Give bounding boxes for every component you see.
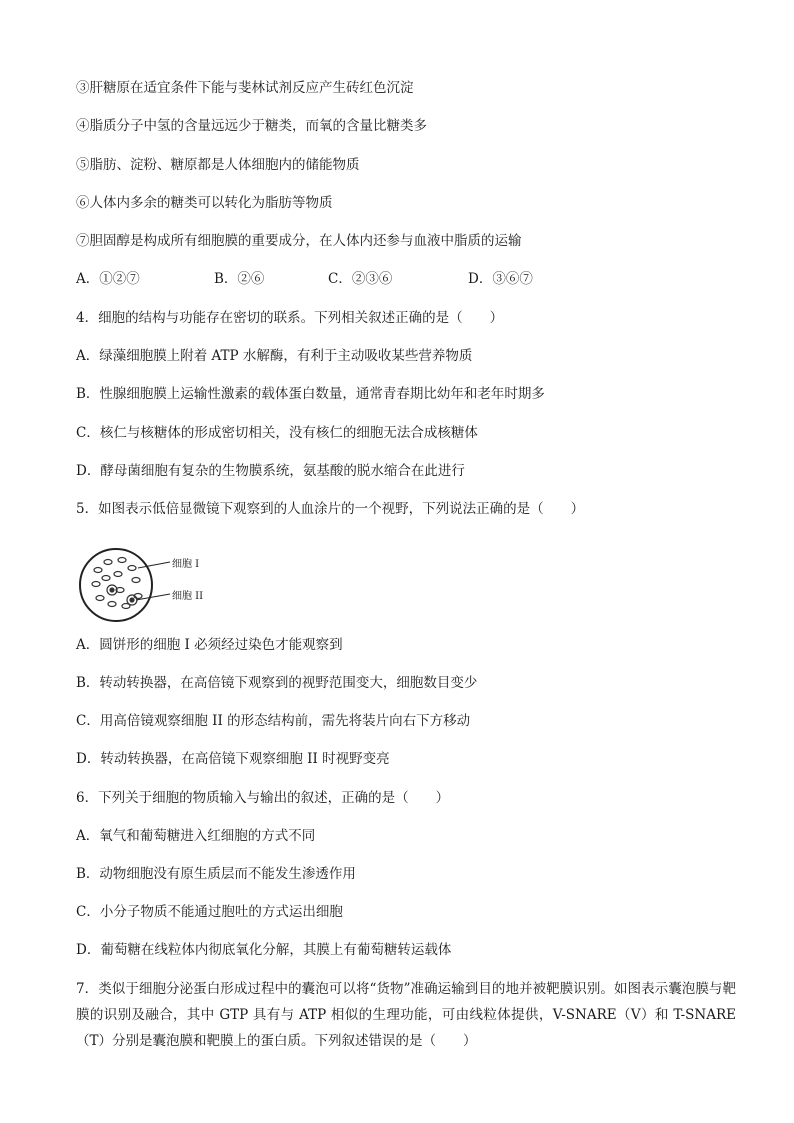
figure-label-cell-1: 细胞 I [172, 559, 200, 570]
q3-option-a: A．①②⑦ [76, 271, 140, 287]
microscope-view-icon [76, 540, 216, 630]
q5-stem: 5．如图表示低倍显微镜下观察到的人血涂片的一个视野，下列说法正确的是（ ） [76, 501, 585, 517]
q3-option-c: C．②③⑥ [328, 271, 393, 287]
q3-option-b: B．②⑥ [214, 271, 265, 287]
q4-option-c: C．核仁与核糖体的形成密切相关，没有核仁的细胞无法合成核糖体 [76, 425, 478, 441]
q4-option-d: D．酵母菌细胞有复杂的生物膜系统，氨基酸的脱水缩合在此进行 [76, 463, 465, 479]
q6-option-a: A．氧气和葡萄糖进入红细胞的方式不同 [76, 828, 316, 844]
q6-option-d: D．葡萄糖在线粒体内彻底氧化分解，其膜上有葡萄糖转运载体 [76, 942, 452, 958]
q6-option-c: C．小分子物质不能通过胞吐的方式运出细胞 [76, 904, 343, 920]
q3-item-5: ⑤脂肪、淀粉、糖原都是人体细胞内的储能物质 [76, 157, 360, 173]
q3-option-d: D．③⑥⑦ [468, 271, 533, 287]
figure-label-cell-2: 细胞 II [172, 591, 204, 602]
q3-item-6: ⑥人体内多余的糖类可以转化为脂肪等物质 [76, 195, 333, 211]
q5-option-c: C．用高倍镜观察细胞 II 的形态结构前，需先将装片向右下方移动 [76, 713, 471, 729]
q3-item-4: ④脂质分子中氢的含量远远少于糖类，而氧的含量比糖类多 [76, 118, 427, 134]
q3-item-3: ③肝糖原在适宜条件下能与斐林试剂反应产生砖红色沉淀 [76, 80, 414, 96]
blood-smear-figure [76, 540, 216, 630]
q4-option-a: A．绿藻细胞膜上附着 ATP 水解酶，有利于主动吸收某些营养物质 [76, 348, 473, 364]
q5-option-a: A．圆饼形的细胞 I 必须经过染色才能观察到 [76, 637, 343, 653]
q7-stem: 7．类似于细胞分泌蛋白形成过程中的囊泡可以将“货物”准确运输到目的地并被靶膜识别。如图表示囊泡膜与靶膜的识别及融合，其中 GTP 具有与 ATP 相似的生理功能，可由线粒体提供，V-SNARE（V）和 T-SNARE（T）分别是囊泡膜和靶膜上的蛋白质。下列叙述错误的是（ ） [76, 981, 736, 1049]
q4-option-b: B．性腺细胞膜上运输性激素的载体蛋白数量，通常青春期比幼年和老年时期多 [76, 386, 545, 402]
q6-option-b: B．动物细胞没有原生质层而不能发生渗透作用 [76, 866, 356, 882]
q5-option-d: D．转动转换器，在高倍镜下观察细胞 II 时视野变亮 [76, 751, 390, 767]
q6-stem: 6．下列关于细胞的物质输入与输出的叙述，正确的是（ ） [76, 790, 450, 806]
q5-option-b: B．转动转换器，在高倍镜下观察到的视野范围变大，细胞数目变少 [76, 675, 478, 691]
q4-stem: 4．细胞的结构与功能存在密切的联系。下列相关叙述正确的是（ ） [76, 310, 504, 326]
q3-item-7: ⑦胆固醇是构成所有细胞膜的重要成分，在人体内还参与血液中脂质的运输 [76, 233, 522, 249]
